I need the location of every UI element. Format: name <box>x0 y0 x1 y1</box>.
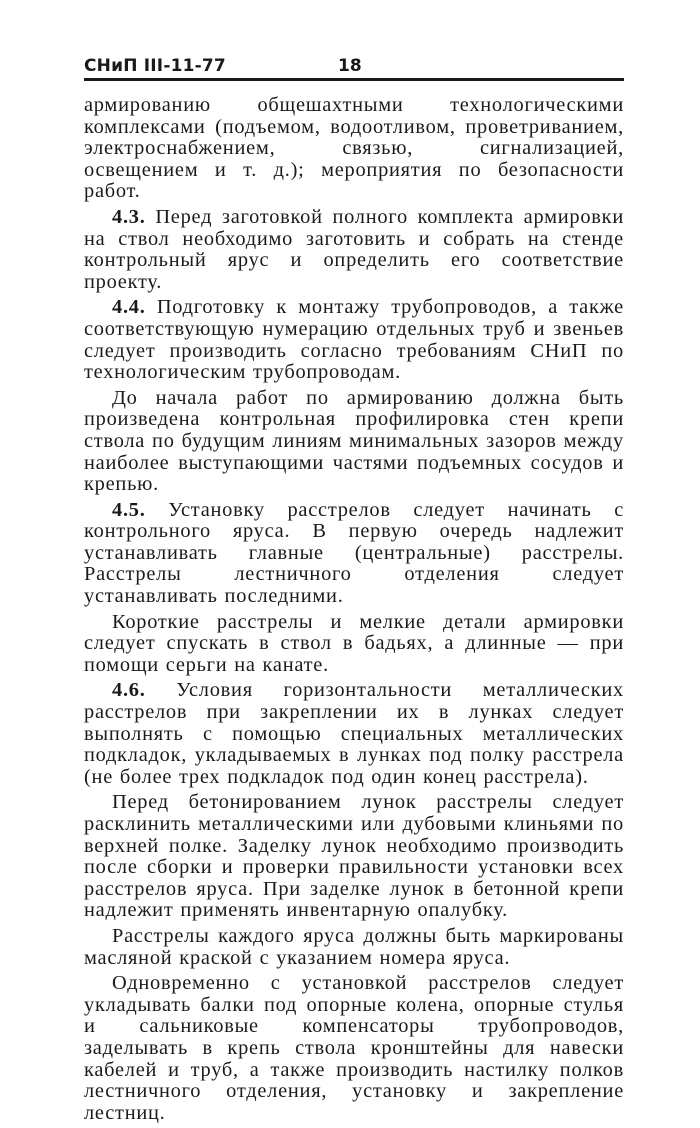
paragraph-text: Перед бетонированием лунок расстрелы следует расклинить металлическими или дубовыми клиньями по верхней полке. Заделку лунок необходимо производить после сборки и проверки правильности установки всех расстрелов яруса. При заделке лунок в бетонной крепи надлежит применять инвентарную опалубку. <box>84 791 624 922</box>
paragraph-text: Одновременно с установкой расстрелов следует укладывать балки под опорные колена, опорные стулья и сальниковые компенсаторы трубопроводов, заделывать в крепь ствола кронштейны для навески кабелей и труб, а также производить настилку полков лестничного отделения, установку и закрепление лестниц. <box>84 972 624 1124</box>
paragraph <box>84 500 624 608</box>
paragraph <box>84 680 624 788</box>
document-code: СНиП III-11-77 <box>84 56 226 76</box>
section-number: 4.5. <box>112 498 146 521</box>
paragraph-text: Условия горизонтальности металлических расстрелов при закреплении их в лунках следует выполнять с помощью специальных металлических подкладок, укладываемых в лунках под полку расстрела (не более трех подкладок под один конец расстрела). <box>84 679 624 788</box>
paragraph <box>84 207 624 293</box>
paragraph-text: Установку расстрелов следует начинать с контрольного яруса. В первую очередь надлежит устанавливать главные (центральные) расстрелы. Расстрелы лестничного отделения следует устанавливать последними. <box>84 498 624 608</box>
page-number: 18 <box>338 56 362 76</box>
paragraph <box>84 612 624 677</box>
paragraph <box>84 792 624 922</box>
paragraph <box>84 926 624 969</box>
document-page <box>84 52 624 1128</box>
paragraph-text: Перед заготовкой полного комплекта армировки на ствол необходимо заготовить и собрать на стенде контрольный ярус и определить его соответствие проекту. <box>84 205 624 293</box>
section-number: 4.4. <box>112 296 146 319</box>
paragraph-text: Короткие расстрелы и мелкие детали армировки следует спускать в ствол в бадьях, а длинные — при помощи серьги на канате. <box>84 610 624 676</box>
body-text <box>84 95 624 1124</box>
paragraph-text: До начала работ по армированию должна быть произведена контрольная профилировка стен крепи ствола по будущим линиям минимальных зазоров между наиболее выступающими частями подъемных сосудов и крепью. <box>84 386 624 496</box>
paragraph-text: Расстрелы каждого яруса должны быть маркированы масляной краской с указанием номера яруса. <box>84 924 624 969</box>
paragraph-text: Подготовку к монтажу трубопроводов, а также соответствующую нумерацию отдельных труб и звеньев следует производить согласно требованиям СНиП по технологическим трубопроводам. <box>84 296 624 384</box>
paragraph <box>84 95 624 203</box>
paragraph <box>84 297 624 383</box>
paragraph-text: армированию общешахтными технологическими комплексами (подъемом, водоотливом, проветриванием, электроснабжением, связью, сигнализацией, освещением и т. д.); мероприятия по безопасности работ. <box>84 94 624 203</box>
page-header <box>84 52 624 81</box>
paragraph <box>84 388 624 496</box>
section-number: 4.6. <box>112 679 146 702</box>
section-number: 4.3. <box>112 205 146 228</box>
paragraph <box>84 973 624 1124</box>
